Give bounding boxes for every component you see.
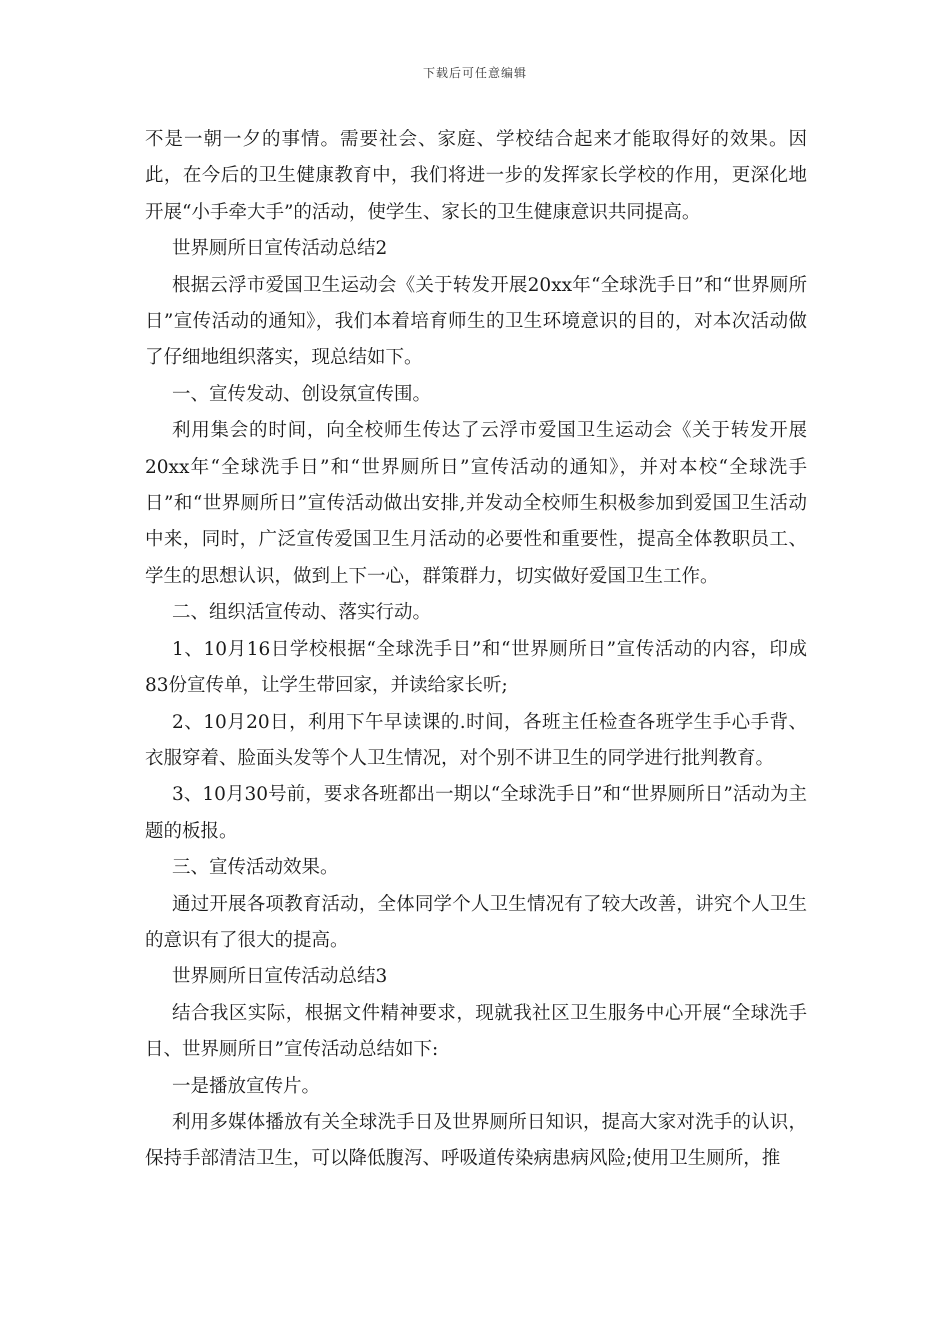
paragraph-continuation: 不是一朝一夕的事情。需要社会、家庭、学校结合起来才能取得好的效果。因此，在今后的卫生健康教育中，我们将进一步的发挥家长学校的作用，更深化地开展“小手牵大手”的活动，使学生、家长的卫生健康意识共同提高。 [145, 129, 807, 223]
section-heading-summary-2: 世界厕所日宣传活动总结2 [172, 238, 388, 260]
subheading-3: 三、宣传活动效果。 [172, 857, 339, 879]
list-item-3: 3、10月30号前，要求各班都出一期以“全球洗手日”和“世界厕所日”活动为主题的板报。 [145, 784, 807, 842]
section-heading-summary-3: 世界厕所日宣传活动总结3 [172, 966, 388, 988]
paragraph-intro-2: 根据云浮市爱国卫生运动会《关于转发开展20xx年“全球洗手日”和“世界厕所日”宣传活动的通知》，我们本着培育师生的卫生环境意识的目的，对本次活动做了仔细地组织落实，现总结如下。 [145, 274, 807, 369]
list-item-1: 1、10月16日学校根据“全球洗手日”和“世界厕所日”宣传活动的内容，印成83份宣传单，让学生带回家，并读给家长听; [145, 638, 807, 697]
list-item-2: 2、10月20日，利用下午早读课的.时间，各班主任检查各班学生手心手背、衣服穿着、脸面头发等个人卫生情况，对个别不讲卫生的同学进行批判教育。 [145, 711, 807, 769]
subheading-2: 二、组织活宣传动、落实行动。 [172, 602, 432, 624]
subheading-1: 一、宣传发动、创设氛宣传围。 [172, 383, 432, 405]
document-body [145, 122, 807, 1178]
paragraph-effect: 通过开展各项教育活动，全体同学个人卫生情况有了较大改善，讲究个人卫生的意识有了很大的提高。 [145, 893, 807, 951]
page-header: 下载后可任意编辑 [422, 66, 527, 80]
paragraph-multimedia: 利用多媒体播放有关全球洗手日及世界厕所日知识，提高大家对洗手的认识，保持手部清洁卫生，可以降低腹泻、呼吸道传染病患病风险;使用卫生厕所，推 [145, 1111, 807, 1170]
subheading-broadcast: 一是播放宣传片。 [172, 1075, 321, 1097]
paragraph-mobilization: 利用集会的时间，向全校师生传达了云浮市爱国卫生运动会《关于转发开展20xx年“全球洗手日”和“世界厕所日”宣传活动的通知》，并对本校“全球洗手日”和“世界厕所日”宣传活动做出安排,并发动全校师生积极参加到爱国卫生活动中来，同时，广泛宣传爱国卫生月活动的必要性和重要性，提高全体教职员工、学生的思想认识，做到上下一心，群策群力，切实做好爱国卫生工作。 [145, 420, 807, 587]
paragraph-intro-3: 结合我区实际，根据文件精神要求，现就我社区卫生服务中心开展“全球洗手日、世界厕所日”宣传活动总结如下: [145, 1002, 807, 1061]
